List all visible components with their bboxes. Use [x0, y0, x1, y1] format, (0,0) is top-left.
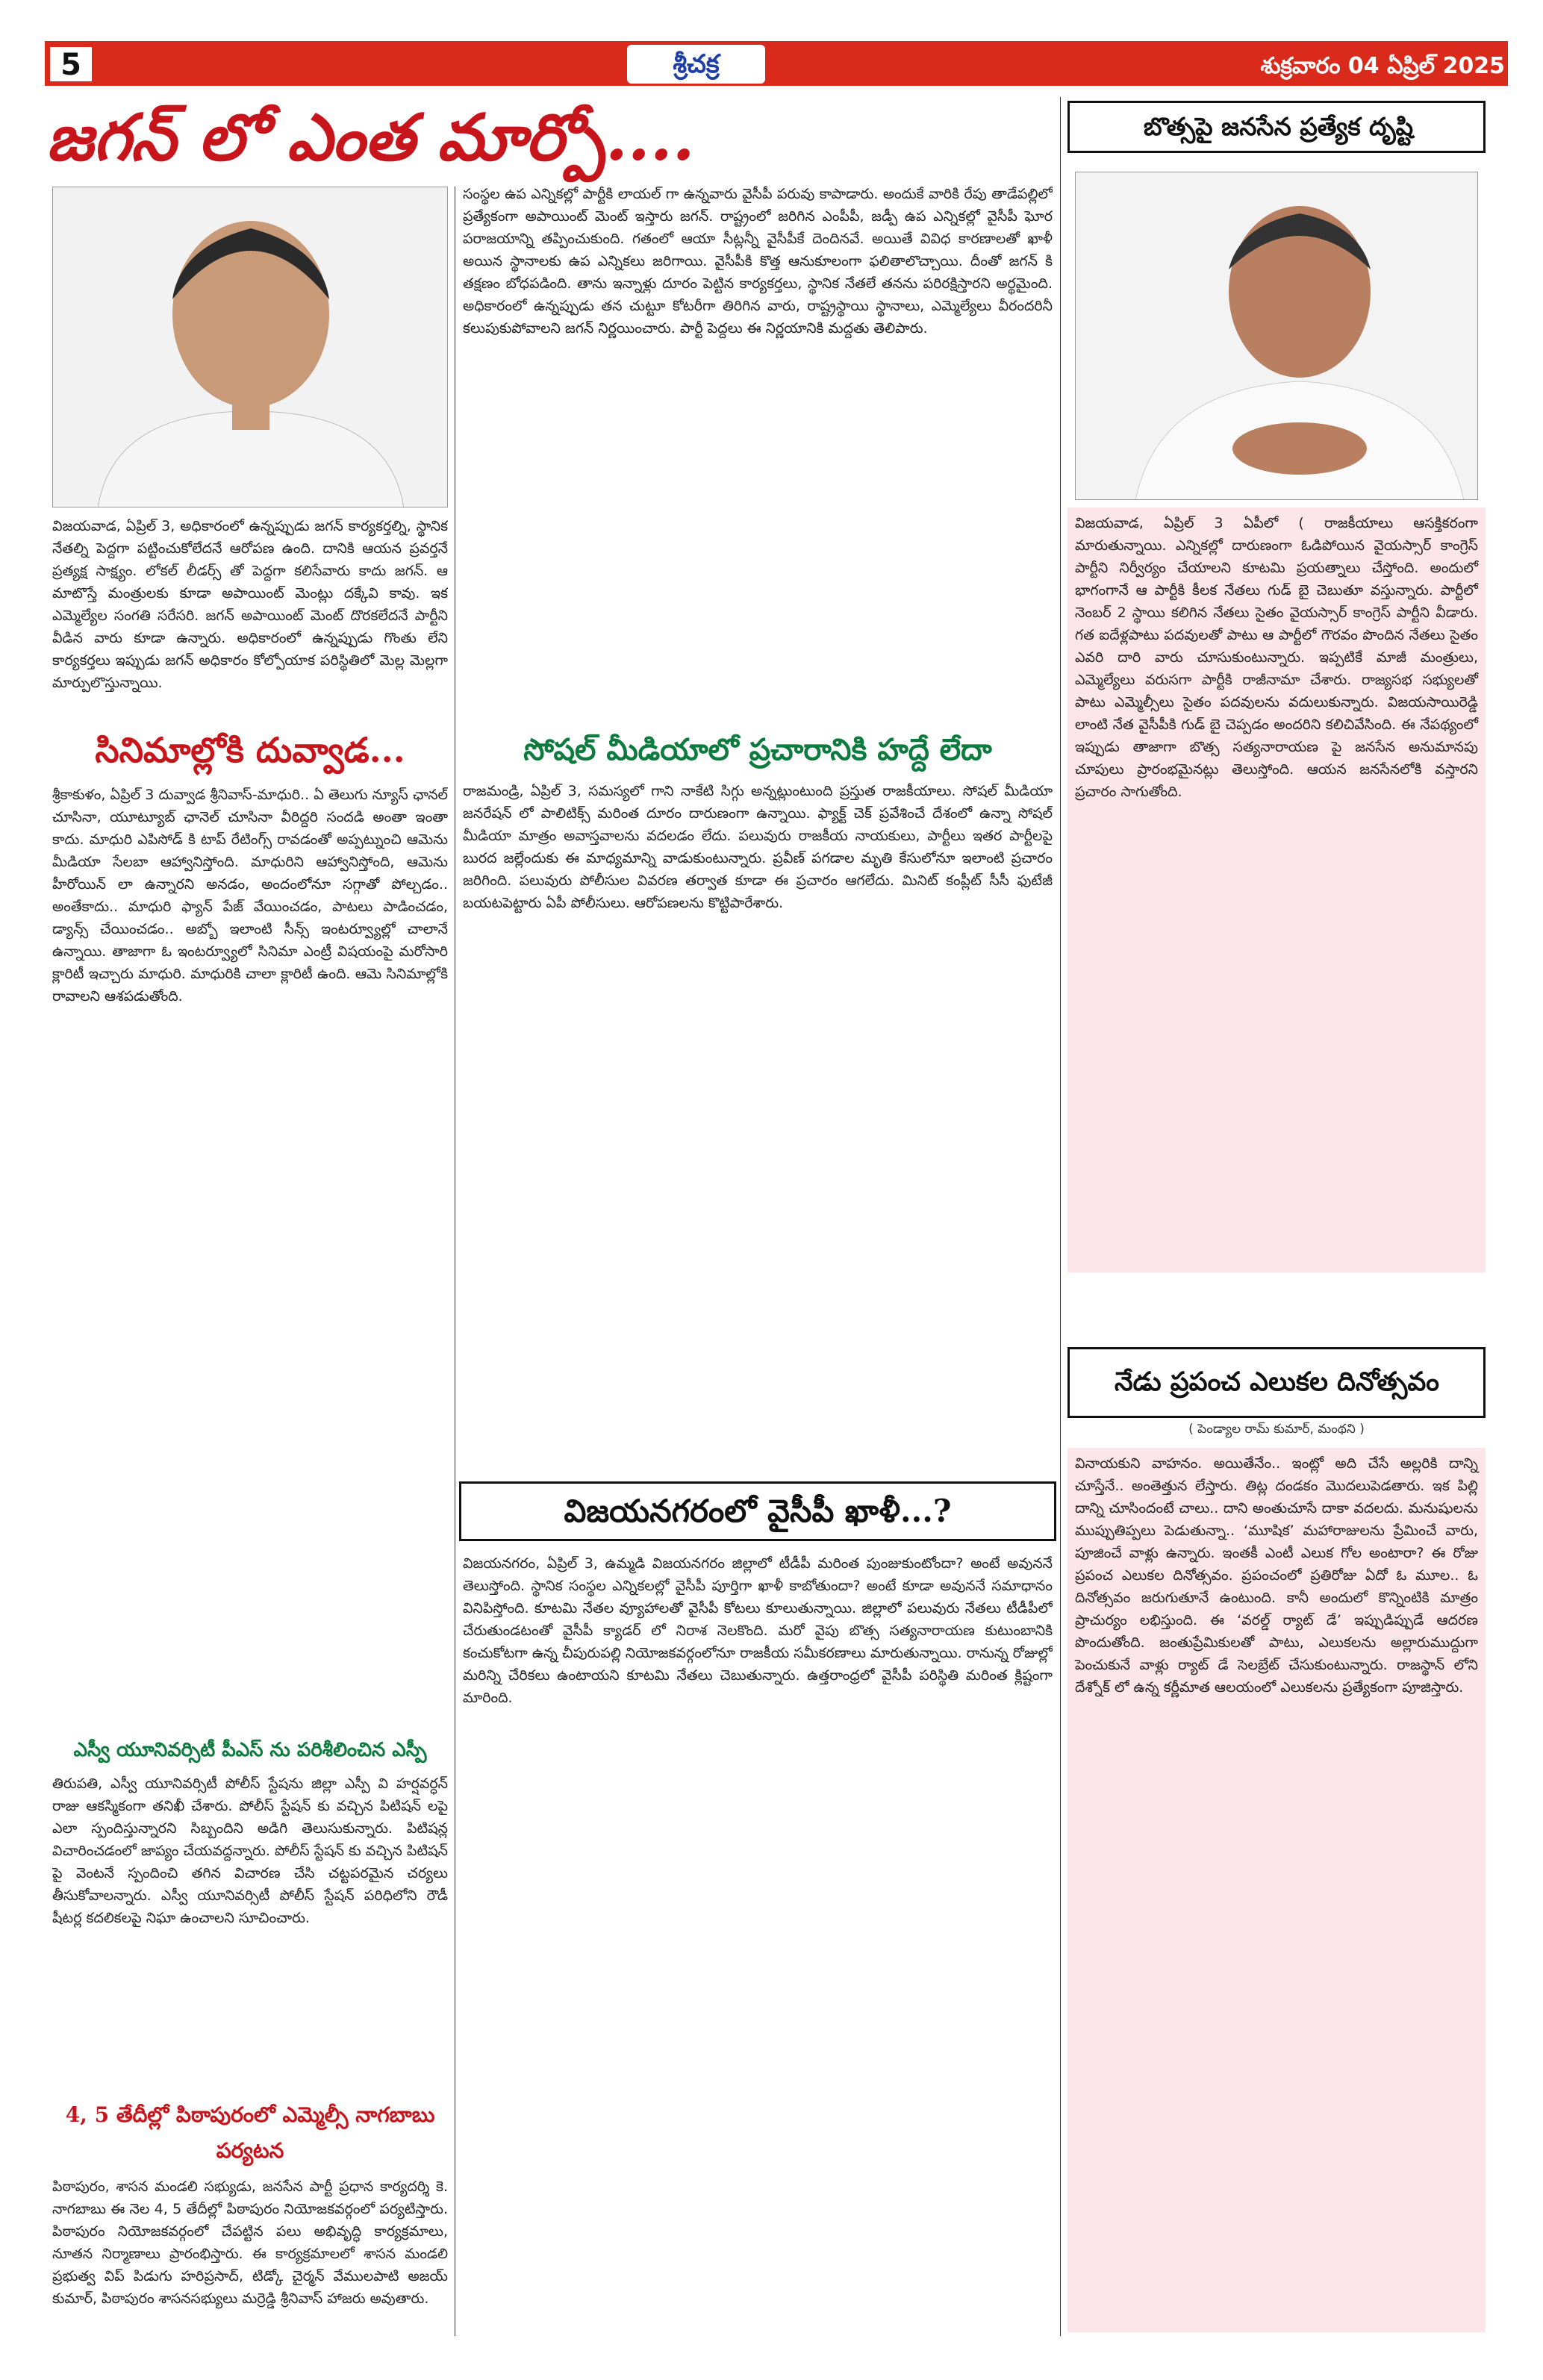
cinema-headline: సినిమాల్లోకి దువ్వాడ... — [95, 730, 405, 770]
sv-university-headline: ఎస్వీ యూనివర్సిటీ పీఎస్ ను పరిశీలించిన ఎస్పీ — [73, 1739, 427, 1761]
botsa-photo — [1075, 172, 1478, 500]
rats-byline: ( పెండ్యాల రామ్ కుమార్, మంథని ) — [1188, 1422, 1365, 1437]
jagan-photo — [52, 187, 448, 507]
rats-story-body: వినాయకుని వాహనం. అయితేనేం.. ఇంట్లో అది చేసే అల్లరికి దాన్ని చూస్తేనే.. అంతెత్తున లేస్తారు. తిట్ల దండకం మొదలుపెడతారు. ఇక పిల్లి దాన్ని చూసిందంటే చాలు.. దాని అంతుచూసే దాకా వదలదు. మనుషులను ముప్పుతిప్పలు పెడుతున్నా.. ‘మూషిక’ మహారాజులను ప్రేమించే వారు, పూజించే వాళ్లు ఉన్నారు. ఇంతకీ ఎంటీ ఎలుక గోల అంటారా? ఈ రోజు ప్రపంచ ఎలుకల దినోత్సవం. ప్రపంచంలో ప్రతిరోజు ఏదో ఓ మూల.. ఓ దినోత్సవం జరుగుతూనే ఉంటుంది. కానీ అందులో కొన్నింటికి మాత్రం ప్రాచుర్యం లభిస్తుంది. ఈ ‘వరల్డ్ ర్యాట్ డే’ ఇప్పుడిప్పుడే ఆదరణ పొందుతోంది. జంతుప్రేమికులతో పాటు, ఎలుకలను అల్లారుముద్దుగా పెంచుకునే వాళ్లు ర్యాట్ డే సెలబ్రేట్ చేసుకుంటున్నారు. రాజస్థాన్ లోని దేశ్నోక్ లో ఉన్న కర్ణీమాత ఆలయంలో ఎలుకలను ప్రత్యేకంగా పూజిస్తారు. — [1067, 1448, 1486, 2332]
main-story-left-column: విజయవాడ, ఏప్రిల్ 3, అధికారంలో ఉన్నప్పుడు జగన్ కార్యకర్తల్ని, స్థానిక నేతల్ని పెద్దగా పట్టించుకోలేదనే ఆరోపణ ఉంది. దానికి ఆయన ప్రవర్తనే ప్రత్యక్ష సాక్ష్యం. లోకల్ లీడర్స్ తో పెద్దగా కలిసేవారు కాదు జగన్. ఆ మాటొస్తే మంత్రులకు కూడా అపాయింట్ మెంట్లు దక్కేవి కావు. ఇక ఎమ్మెల్యేల సంగతి సరేసరి. జగన్ అపాయింట్ మెంట్ దొరకలేదనే పార్టీని వీడిన వారు కూడా ఉన్నారు. అధికారంలో ఉన్నప్పుడు గొంతు లేని కార్యకర్తలు ఇప్పుడు జగన్ అధికారం కోల్పోయాక పరిస్థితిలో మెల్ల మెల్లగా మార్పులొస్తున్నాయి. — [52, 518, 448, 691]
newspaper-logo: శ్రీచక్ర — [627, 45, 765, 84]
portrait-illustration — [1076, 172, 1478, 500]
issue-date: శుక్రవారం 04 ఏప్రిల్ 2025 — [1260, 53, 1505, 79]
social-media-headline: సోషల్ మీడియాలో ప్రచారానికి హద్దే లేదా — [523, 732, 992, 767]
vizianagaram-headline: విజయనగరంలో వైసీపీ ఖాళీ...? — [564, 1493, 952, 1529]
main-story-right-column: సంస్థల ఉప ఎన్నికల్లో పార్టీకి లాయల్ గా ఉన్నవారు వైసీపీ పరువు కాపాడారు. అందుకే వారికి రేపు తాడేపల్లిలో ప్రత్యేకంగా అపాయింట్ మెంట్ ఇస్తారు జగన్. రాష్ట్రంలో జరిగిన ఎంపీపీ, జడ్పీ ఉప ఎన్నికల్లో వైసీపీ ఘోర పరాజయాన్ని తప్పించుకుంది. గతంలో ఆయా సీట్లన్నీ వైసీపీకే దెందినవే. అయితే వివిధ కారణాలతో ఖాళీ అయిన స్థానాలకు ఉప ఎన్నికలు జరిగాయి. వైసీపీకి కొత్త ఆనుకూలంగా ఫలితాలొచ్చాయి. దీంతో జగన్ కి తక్షణం బోధపడింది. తాను ఇన్నాళ్లు దూరం పెట్టిన కార్యకర్తలు, స్థానిక నేతలే తనను పరిరక్షిస్తారని అర్థమైంది. అధికారంలో ఉన్నప్పుడు తన చుట్టూ కోటరీగా తిరిగిన వారు, రాష్ట్రస్థాయి స్థానాలు, ఎమ్మెల్యేలు వీరందరినీ కలుపుకుపోవాలని జగన్ నిర్ణయించారు. పార్టీ పెద్దలు ఈ నిర్ణయానికి మద్దతు తెలిపారు. — [463, 186, 1053, 337]
pithapuram-headline: 4, 5 తేదీల్లో పిఠాపురంలో ఎమ్మెల్సీ నాగబాబు పర్యటన — [65, 2102, 435, 2163]
botsa-story-body: విజయవాడ, ఏప్రిల్ 3 ఏపీలో ( రాజకీయాలు ఆసక్తికరంగా మారుతున్నాయి. ఎన్నికల్లో దారుణంగా ఓడిపోయిన వైయస్సార్ కాంగ్రెస్ పార్టీని నిర్వీర్యం చేయాలని కూటమి ప్రయత్నాలు చేస్తోంది. అందులో భాగంగానే ఆ పార్టీకి కీలక నేతలు గుడ్ బై చెబుతూ వస్తున్నారు. పార్టీలో నెంబర్ 2 స్థాయి కలిగిన నేతలు సైతం వైయస్సార్ కాంగ్రెస్ పార్టీని వీడారు. గత ఐదేళ్లపాటు పదవులతో పాటు ఆ పార్టీలో గౌరవం పొందిన నేతలు సైతం ఎవరి దారి వారు చూసుకుంటున్నారు. ఇప్పటికే మాజీ మంత్రులు, ఎమ్మెల్యేలు వరుసగా పార్టీకి రాజీనామా చేశారు. రాజ్యసభ సభ్యులతో పాటు ఎమ్మెల్సీలు సైతం పదవులను వదులుకున్నారు. విజయసాయిరెడ్డి లాంటి నేత వైసీపీకి గుడ్ బై చెప్పడం అందరిని కలిచివేసింది. ఈ నేపథ్యంలో ఇప్పుడు తాజాగా బొత్స సత్యనారాయణ పై జనసేన అనుమానపు చూపులు ప్రారంభమైనట్లు తెలుస్తోంది. ఆయన జనసేనలోకి వస్తారని ప్రచారం సాగుతోంది. — [1067, 507, 1486, 1272]
botsa-headline: బొత్సపై జనసేన ప్రత్యేక దృష్టి — [1143, 112, 1414, 141]
sv-university-story-body: తిరుపతి, ఎస్వీ యూనివర్సిటీ పోలీస్ స్టేషను జిల్లా ఎస్పీ వి హర్షవర్ధన్ రాజు ఆకస్మికంగా తనిఖీ చేశారు. పోలీస్ స్టేషన్ కు వచ్చిన పిటిషన్ లపై ఎలా స్పందిస్తున్నారని సిబ్బందిని అడిగి తెలుసుకున్నారు. పిటిషన్ల విచారించడంలో జాప్యం చేయవద్దన్నారు. పోలీస్ స్టేషన్ కు వచ్చిన పిటిషన్ పై వెంటనే స్పందించి తగిన విచారణ చేసి చట్టపరమైన చర్యలు తీసుకోవాలన్నారు. ఎస్వీ యూనివర్సిటీ పోలీస్ స్టేషన్ పరిధిలోని రౌడీ షీటర్ల కదలికలపై నిఘా ఉంచాలని సూచించారు. — [52, 1775, 448, 1926]
portrait-illustration — [53, 187, 448, 507]
main-headline: జగన్ లో ఎంత మార్పో.... — [46, 100, 695, 175]
social-media-story-body: రాజమండ్రి, ఏప్రిల్ 3, సమస్యలో గాని నాకేటి సిగ్గు అన్నట్లుంటుంది ప్రస్తుత రాజకీయాలు. సోషల్ మీడియా జనరేషన్ లో పాలిటిక్స్ మరింత దూరం దారుణంగా ఉన్నాయి. ఫ్యాక్ట్ చెక్ ప్రవేశించే దేశంలో ఉన్నా సోషల్ మీడియా మాత్రం అవాస్తవాలను వదలడం లేదు. పలువురు రాజకీయ నాయకులు, పార్టీలు ఇతర పార్టీలపై బురద జల్లేందుకు ఈ మాధ్యమాన్ని వాడుకుంటున్నారు. ప్రవీణ్ పగడాల మృతి కేసులోనూ ఇలాంటి ప్రచారం జరిగింది. పలువురు పోలీసుల వివరణ తర్వాత కూడా ఈ ప్రచారం ఆగలేదు. మినిట్ కంప్లీట్ సీసీ ఫుటేజీ బయటపెట్టారు ఏపీ పోలీసులు. ఆరోపణలను కొట్టిపారేశారు. — [463, 783, 1053, 911]
column-divider — [1060, 97, 1061, 2336]
pithapuram-story-body: పిఠాపురం, శాసన మండలి సభ్యుడు, జనసేన పార్టీ ప్రధాన కార్యదర్శి కె. నాగబాబు ఈ నెల 4, 5 తేదీల్లో పిఠాపురం నియోజకవర్గంలో పర్యటిస్తారు. పిఠాపురం నియోజకవర్గంలో చేపట్టిన పలు అభివృద్ధి కార్యక్రమాలు, నూతన నిర్మాణాలు ప్రారంభిస్తారు. ఈ కార్యక్రమాలలో శాసన మండలి ప్రభుత్వ విప్ పిడుగు హరిప్రసాద్, టిడ్కో చైర్మన్ వేములపాటి అజయ్ కుమార్, పిఠాపురం శాసనసభ్యులు మర్రెడ్డి శ్రీనివాస్ హాజరు అవుతారు. — [52, 2178, 448, 2307]
cinema-story-body: శ్రీకాకుళం, ఏప్రిల్ 3 దువ్వాడ శ్రీనివాస్-మాధురి.. ఏ తెలుగు న్యూస్ ఛానల్ చూసినా, యూట్యూబ్ ఛానెల్ చూసినా వీరిద్దరి సందడి అంతా ఇంతా కాదు. మాధురి ఎపిసోడ్ కి టాప్ రేటింగ్స్ రావడంతో అప్పట్నుంచి ఆమెను మీడియా సేలబా ఆహ్వానిస్తోంది. మాధురిని ఆహ్వానిస్తోంది, ఆమెను హీరోయిన్ లా ఉన్నారని అనడం, అందంలోనూ సగ్గాతో పోల్చడం.. అంతేకాదు.. మాధురి ఫ్యాన్ పేజ్ వేయించడం, పాటలు పాడించడం, డ్యాన్స్ చేయించడం.. అబ్బో ఇలాంటి సీన్స్ ఇంటర్వ్యూల్లో చాలానే ఉన్నాయి. తాజాగా ఓ ఇంటర్వ్యూలో సినిమా ఎంట్రీ విషయంపై మరోసారి క్లారిటీ ఇచ్చారు మాధురి. మాధురికి చాలా క్లారిటీ ఉంది. ఆమె సినిమాల్లోకి రావాలని ఆశపడుతోంది. — [52, 787, 448, 1005]
rats-headline: నేడు ప్రపంచ ఎలుకల దినోత్సవం — [1115, 1367, 1439, 1397]
page-number: 5 — [48, 45, 94, 84]
vizianagaram-story-body: విజయనగరం, ఏప్రిల్ 3, ఉమ్మడి విజయనగరం జిల్లాలో టీడీపీ మరింత పుంజుకుంటోందా? అంటే అవుననే తెలుస్తోంది. స్థానిక సంస్థల ఎన్నికలల్లో వైసీపీ పూర్తిగా ఖాళీ కాబోతుందా? అంటే కూడా అవుననే సమాధానం వినిపిస్తోంది. కూటమి నేతల వ్యూహాలతో వైసీపీ కోటలు కూలుతున్నాయి. జిల్లాలో పలువురు నేతలు టీడీపీలో చేరుతుండటంతో వైసీపీ క్యాడర్ లో నిరాశ నెలకొంది. మరో వైపు బొత్స సత్యనారాయణ కుటుంబానికి కంచుకోటగా ఉన్న చీపురుపల్లి నియోజకవర్గంలోనూ రాజకీయ సమీకరణాలు మారుతున్నాయి. రానున్న రోజుల్లో మరిన్ని చేరికలు ఉంటాయని కూటమి నేతలు చెబుతున్నారు. ఉత్తరాంధ్రలో వైసీపీ పరిస్థితి మరింత క్లిష్టంగా మారింది. — [463, 1555, 1053, 1706]
